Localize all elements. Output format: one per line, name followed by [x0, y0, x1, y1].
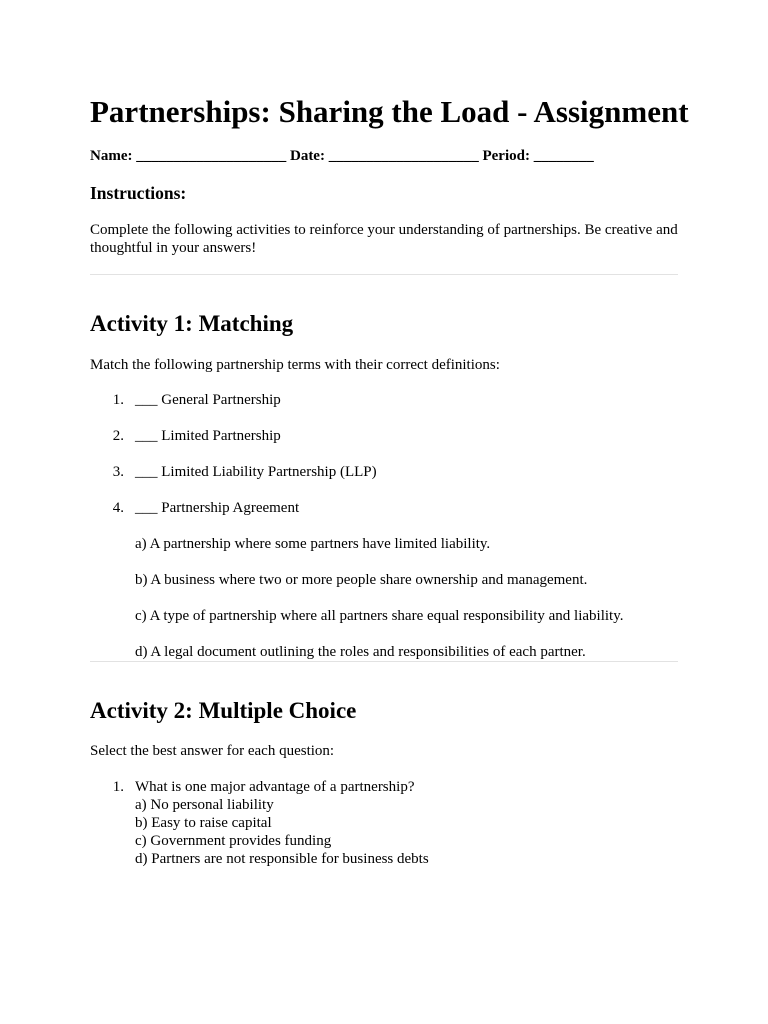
item-number: 4.	[112, 500, 124, 516]
definition-item: b) A business where two or more people share ownership and management.	[135, 572, 588, 588]
activity-2-intro: Select the best answer for each question:	[90, 743, 335, 759]
activity-1-heading: Activity 1: Matching	[90, 311, 294, 336]
definitions-list	[135, 535, 623, 679]
question-item	[90, 778, 429, 868]
question-body	[135, 778, 429, 868]
section-divider	[90, 661, 678, 662]
definition-item: d) A legal document outlining the roles and responsibilities of each partner.	[135, 644, 586, 660]
section-divider	[90, 274, 678, 275]
instructions-text: Complete the following activities to reinforce your understanding of partnerships. Be creative and thoughtful in your answers!	[90, 222, 678, 256]
page-title: Partnerships: Sharing the Load - Assignment	[90, 94, 689, 129]
answer-option: d) Partners are not responsible for business debts	[135, 851, 429, 867]
activity-2-heading: Activity 2: Multiple Choice	[90, 698, 357, 723]
question-text: What is one major advantage of a partnership?	[135, 779, 415, 795]
matching-term-text: ___ General Partnership	[135, 392, 281, 408]
answer-option: b) Easy to raise capital	[135, 815, 272, 831]
student-info-line: Name: ____________________ Date: ____________________ Period: ________	[90, 148, 594, 164]
question-number: 1.	[112, 779, 124, 795]
item-number: 3.	[112, 464, 124, 480]
matching-term-text: ___ Limited Partnership	[135, 428, 281, 444]
matching-term-text: ___ Partnership Agreement	[135, 500, 300, 516]
activity-1-intro: Match the following partnership terms with their correct definitions:	[90, 357, 500, 373]
definition-item: a) A partnership where some partners have limited liability.	[135, 536, 491, 552]
matching-term-text: ___ Limited Liability Partnership (LLP)	[135, 464, 377, 480]
item-number: 1.	[112, 392, 124, 408]
instructions-heading: Instructions:	[90, 183, 187, 203]
definition-item: c) A type of partnership where all partners share equal responsibility and liability.	[135, 608, 624, 624]
answer-option: c) Government provides funding	[135, 833, 332, 849]
item-number: 2.	[112, 428, 124, 444]
answer-option: a) No personal liability	[135, 797, 274, 813]
multiple-choice-list	[90, 778, 429, 868]
